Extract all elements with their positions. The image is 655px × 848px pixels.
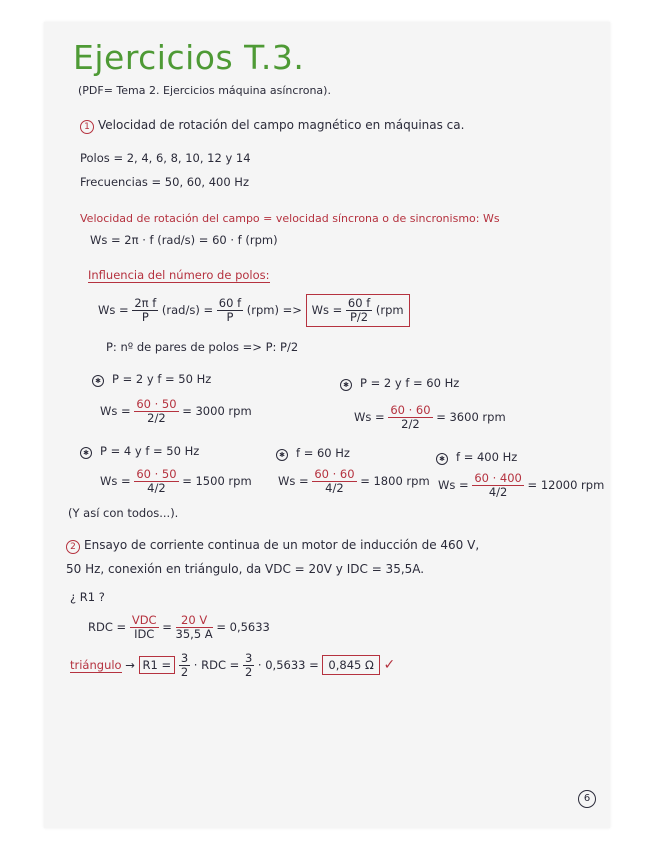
ex2-line2: 50 Hz, conexión en triángulo, da VDC = 20V y IDC = 35,5A.	[66, 562, 425, 576]
page-title: Ejercicios T.3.	[73, 38, 305, 77]
ex1-case2-label: ✱ P = 2 y f = 60 Hz	[340, 376, 459, 391]
ex1-boxed-formula: Ws = $\frac{60 f}{P/2}$ (rpm	[306, 294, 410, 327]
ex1-case4-label: ✱ f = 60 Hz	[276, 446, 350, 461]
ex1-number: 1	[80, 120, 94, 134]
check-icon: ✓	[383, 657, 396, 673]
ex1-etc: (Y así con todos...).	[68, 506, 179, 520]
ex1-pares: P: nº de pares de polos => P: P/2	[106, 340, 299, 354]
ex1-case3-label: ✱ P = 4 y f = 50 Hz	[80, 444, 199, 459]
ex2-question: ¿ R1 ?	[70, 590, 105, 604]
ex1-definicion: Velocidad de rotación del campo = velocidad síncrona o de sincronismo: Ws	[80, 212, 500, 225]
ex1-heading-text: Velocidad de rotación del campo magnético en máquinas ca.	[98, 118, 465, 132]
ex2-line1: 2 Ensayo de corriente continua de un motor de inducción de 460 V,	[66, 538, 479, 554]
notebook-page	[44, 22, 610, 828]
ex1-formula2: Ws = $\frac{\text{2π f}}{P}$ (rad/s) = $\frac{60 f}{P}$ (rpm) => Ws = $\frac{60 f}{P/2}$ (rpm	[98, 294, 410, 327]
ex1-case4-calc: Ws = $\frac{60 \cdot 60}{4/2}$ = 1800 rpm	[278, 467, 430, 495]
ex1-case3-calc: Ws = $\frac{60 \cdot 50}{4/2}$ = 1500 rpm	[100, 467, 252, 495]
ex1-heading	[80, 118, 464, 134]
ex1-polos: Polos = 2, 4, 6, 8, 10, 12 y 14	[80, 151, 251, 165]
source-note: (PDF= Tema 2. Ejercicios máquina asíncrona).	[78, 84, 331, 97]
ex1-case1-calc: Ws = $\frac{60 \cdot 50}{2/2}$ = 3000 rpm	[100, 397, 252, 425]
ex2-number: 2	[66, 540, 80, 554]
ex1-case5-label: ✱ f = 400 Hz	[436, 450, 517, 465]
page-number: 6	[578, 790, 596, 808]
ex2-result: 0,845 Ω	[322, 655, 379, 675]
ex1-case5-calc: Ws = $\frac{60 \cdot 400}{4/2}$ = 12000 rpm	[438, 471, 605, 499]
ex2-rdc: RDC = $\frac{\text{VDC}}{\text{IDC}}$ = $\frac{20 V}{35,5 A}$ = 0,5633	[88, 613, 270, 641]
ex1-case1-label: ✱ P = 2 y f = 50 Hz	[92, 372, 211, 387]
ex1-case2-calc: Ws = $\frac{60 \cdot 60}{2/2}$ = 3600 rpm	[354, 403, 506, 431]
ex1-formula1: Ws = 2π · f (rad/s) = 60 · f (rpm)	[90, 233, 278, 247]
ex2-r1: triángulo → R1 = $\frac{3}{2}$ · RDC = $\frac{3}{2}$ · 0,5633 = 0,845 Ω ✓	[70, 651, 396, 679]
ex1-influencia: Influencia del número de polos:	[88, 268, 270, 282]
ex1-frecuencias: Frecuencias = 50, 60, 400 Hz	[80, 175, 249, 189]
